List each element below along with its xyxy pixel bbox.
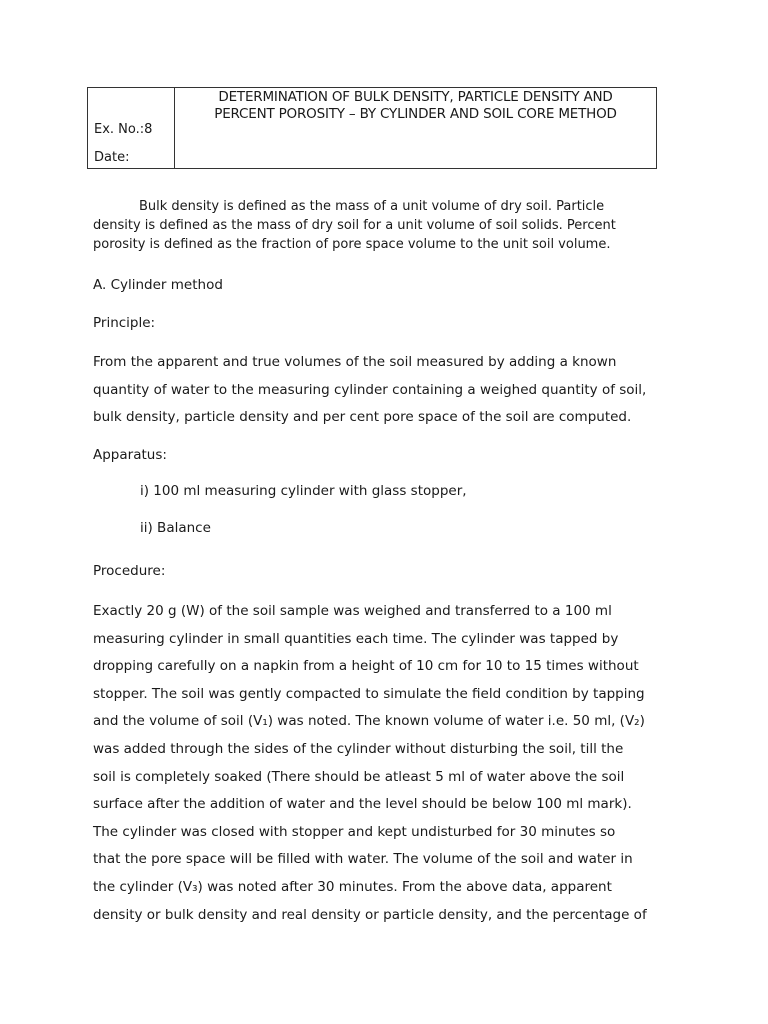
procedure-line: Exactly 20 g (W) of the soil sample was weighed and transferred to a 100 ml — [93, 603, 612, 619]
date-label: Date: — [94, 150, 130, 165]
procedure-line: soil is completely soaked (There should be atleast 5 ml of water above the soil — [93, 768, 625, 785]
procedure-line: that the pore space will be filled with water. The volume of the soil and water in — [93, 851, 633, 868]
procedure-line: dropping carefully on a napkin from a height of 10 cm for 10 to 15 times without — [93, 658, 639, 675]
exercise-number: Ex. No.:8 — [94, 122, 153, 137]
principle-heading: Principle: — [93, 315, 156, 331]
intro-line: Bulk density is defined as the mass of a unit volume of dry soil. Particle — [139, 199, 605, 214]
principle-paragraph — [93, 349, 673, 432]
apparatus-item: i) 100 ml measuring cylinder with glass stopper, — [140, 483, 467, 499]
procedure-line: the cylinder (V₃) was noted after 30 minutes. From the above data, apparent — [93, 878, 612, 895]
procedure-heading: Procedure: — [93, 563, 166, 579]
procedure-line: The cylinder was closed with stopper and kept undisturbed for 30 minutes so — [93, 823, 616, 840]
title-line-1: DETERMINATION OF BULK DENSITY, PARTICLE DENSITY AND — [218, 89, 613, 105]
apparatus-item: ii) Balance — [140, 520, 211, 536]
apparatus-heading: Apparatus: — [93, 447, 167, 463]
procedure-line: surface after the addition of water and the level should be below 100 ml mark). — [93, 796, 632, 813]
section-a-heading: A. Cylinder method — [93, 277, 223, 293]
intro-line: porosity is defined as the fraction of pore space volume to the unit soil volume. — [93, 237, 611, 252]
header-table — [87, 87, 657, 169]
principle-line: bulk density, particle density and per cent pore space of the soil are computed. — [93, 409, 632, 425]
principle-line: From the apparent and true volumes of the soil measured by adding a known — [93, 354, 617, 370]
intro-paragraph — [93, 197, 668, 254]
header-left-cell — [88, 88, 175, 168]
title-line-2: PERCENT POROSITY – BY CYLINDER AND SOIL CORE METHOD — [214, 106, 617, 122]
procedure-line: and the volume of soil (V₁) was noted. The known volume of water i.e. 50 ml, (V₂) — [93, 713, 645, 730]
procedure-line: density or bulk density and real density or particle density, and the percentage of — [93, 906, 647, 923]
procedure-paragraph — [93, 598, 673, 929]
principle-line: quantity of water to the measuring cylinder containing a weighed quantity of soil, — [93, 381, 647, 398]
procedure-line: measuring cylinder in small quantities each time. The cylinder was tapped by — [93, 630, 619, 647]
procedure-line: was added through the sides of the cylinder without disturbing the soil, till the — [93, 740, 624, 757]
procedure-line: stopper. The soil was gently compacted to simulate the field condition by tapping — [93, 685, 645, 702]
document-title — [175, 88, 656, 168]
intro-line: density is defined as the mass of dry soil for a unit volume of soil solids. Percent — [93, 218, 616, 233]
